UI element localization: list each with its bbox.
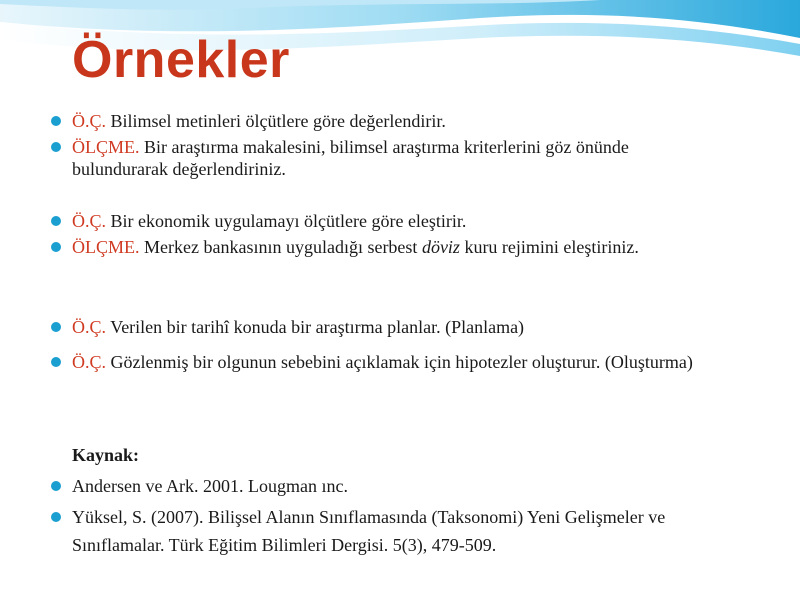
reference-text: Andersen ve Ark. 2001. Lougman ınc. bbox=[72, 476, 348, 496]
bullet-icon bbox=[50, 480, 62, 492]
list-item-text bbox=[72, 210, 752, 232]
list-item-text bbox=[72, 136, 702, 180]
bullet-icon bbox=[50, 321, 62, 333]
reference-text: Yüksel, S. (2007). Bilişsel Alanın Sınıflamasında (Taksonomi) Yeni Gelişmeler ve Sınıflamalar. Türk Eğitim Bilimleri Dergisi. 5(3), 479-509. bbox=[72, 507, 666, 555]
item-label: ÖLÇME. bbox=[72, 137, 140, 157]
item-text: Verilen bir tarihî konuda bir araştırma planlar. (Planlama) bbox=[106, 317, 525, 337]
item-label: Ö.Ç. bbox=[72, 317, 107, 337]
bullet-icon bbox=[50, 241, 62, 253]
bullet-icon bbox=[50, 356, 62, 368]
item-label: Ö.Ç. bbox=[72, 352, 107, 372]
item-label: Ö.Ç. bbox=[72, 111, 107, 131]
item-text: Gözlenmiş bir olgunun sebebini açıklamak için hipotezler oluşturur. (Oluşturma) bbox=[106, 352, 693, 372]
bullet-icon bbox=[50, 511, 62, 523]
source-heading: Kaynak: bbox=[72, 445, 140, 465]
item-text-italic: döviz bbox=[421, 237, 460, 257]
list-item-text bbox=[72, 316, 752, 338]
item-text: Bilimsel metinleri ölçütlere göre değerlendirir. bbox=[106, 111, 446, 131]
bullet-icon bbox=[50, 141, 62, 153]
item-text-before: Merkez bankasının uyguladığı serbest bbox=[139, 237, 422, 257]
list-item-text bbox=[72, 236, 692, 258]
item-text: Bir araştırma makalesini, bilimsel araştırma kriterlerini göz önünde bulundurarak değerlendiriniz. bbox=[72, 137, 629, 179]
item-text: Bir ekonomik uygulamayı ölçütlere göre eleştirir. bbox=[106, 211, 467, 231]
list-item-text bbox=[72, 349, 752, 375]
slide-title: Örnekler bbox=[72, 31, 290, 89]
list-item-text bbox=[72, 110, 752, 132]
item-label: ÖLÇME. bbox=[72, 237, 140, 257]
item-label: Ö.Ç. bbox=[72, 211, 107, 231]
item-text-after: kuru rejimini eleştiriniz. bbox=[459, 237, 639, 257]
bullet-icon bbox=[50, 115, 62, 127]
bullet-icon bbox=[50, 215, 62, 227]
